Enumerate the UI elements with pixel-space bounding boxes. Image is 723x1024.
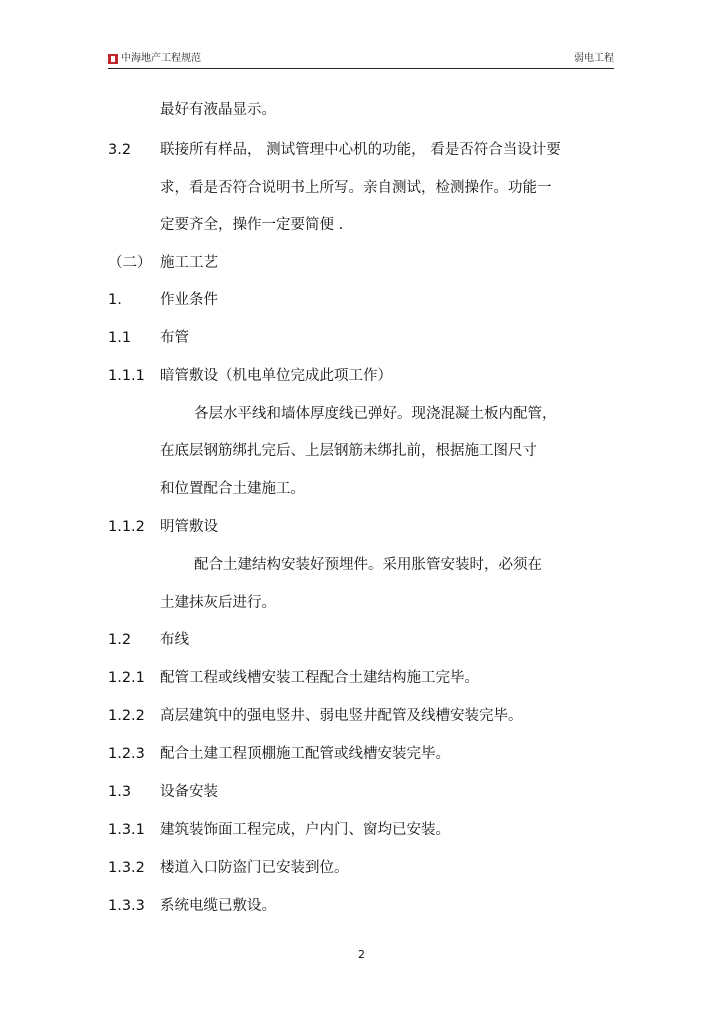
section-number: 3.2 [108,142,132,158]
header-section-title: 弱电工程 [574,53,614,64]
line-text: 建筑装饰面工程完成，户内门、窗均已安装。 [160,822,450,838]
section-number: 1.2 [108,632,132,648]
section-number: 1.3 [108,784,132,800]
line-text: 在底层钢筋绑扎完后、上层钢筋未绑扎前，根据施工图尺寸 [160,443,537,459]
line-text: 配合土建结构安装好预埋件。采用胀管安装时，必须在 [194,557,542,573]
header-divider [108,68,614,69]
section-number: 1.1.1 [108,368,145,384]
line-text: 定要齐全，操作一定要简便 . [160,217,344,233]
section-number: （二） [108,255,152,271]
line-text: 各层水平线和墙体厚度线已弹好。现浇混凝土板内配管， [194,406,557,422]
line-text: 楼道入口防盗门已安装到位。 [160,860,349,876]
line-text: 求，看是否符合说明书上所写。亲自测试，检测操作。功能一 [160,180,552,196]
header-company-title: 中海地产工程规范 [121,53,201,64]
section-heading: 设备安装 [160,784,218,800]
section-heading: 明管敷设 [160,519,218,535]
section-heading: 施工工艺 [160,255,218,271]
line-text: 和位置配合土建施工。 [160,481,305,497]
line-text: 最好有液晶显示。 [160,102,276,118]
line-text: 联接所有样品， 测试管理中心机的功能， 看是否符合当设计要 [160,142,561,158]
section-number: 1.1 [108,330,132,346]
section-heading: 暗管敷设（机电单位完成此项工作） [160,368,392,384]
line-text: 配合土建工程顶棚施工配管或线槽安装完毕。 [160,746,450,762]
section-heading: 作业条件 [160,292,218,308]
line-text: 系统电缆已敷设。 [160,898,276,914]
line-text: 高层建筑中的强电竖井、弱电竖井配管及线槽安装完毕。 [160,708,523,724]
section-number: 1. [108,292,122,308]
section-number: 1.1.2 [108,519,145,535]
line-text: 配管工程或线槽安装工程配合土建结构施工完毕。 [160,670,479,686]
page-number: 2 [358,948,365,961]
section-heading: 布管 [160,330,189,346]
section-number: 1.3.2 [108,860,145,876]
page-header [108,52,614,68]
company-logo-icon [108,54,118,64]
section-number: 1.2.3 [108,746,145,762]
section-number: 1.3.3 [108,898,145,914]
section-number: 1.2.1 [108,670,145,686]
section-heading: 布线 [160,632,189,648]
section-number: 1.2.2 [108,708,145,724]
line-text: 土建抹灰后进行。 [160,595,276,611]
section-number: 1.3.1 [108,822,145,838]
